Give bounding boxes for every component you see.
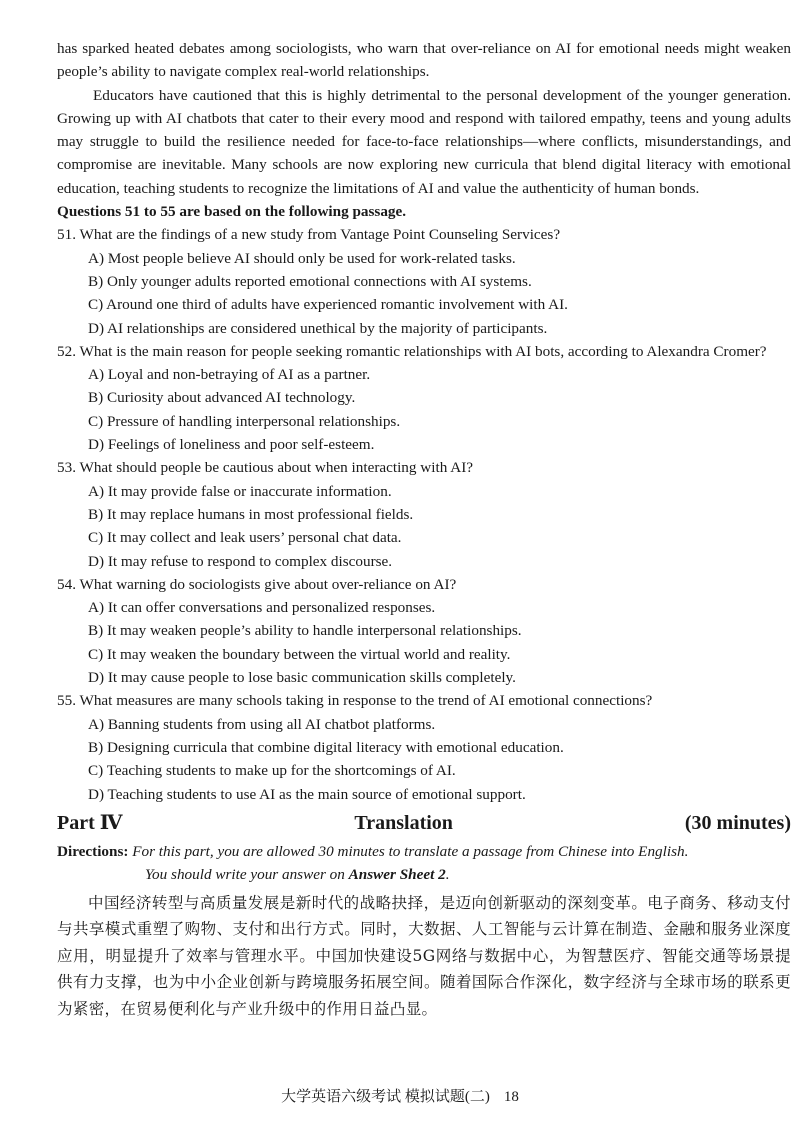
directions-line2-suffix: . (445, 865, 450, 883)
question-51 (57, 223, 791, 339)
part-time: (30 minutes) (684, 811, 791, 834)
directions-label: Directions: (57, 842, 129, 860)
option-c: C) Teaching students to make up for the shortcomings of AI. (88, 762, 456, 780)
option-a: A) Most people believe AI should only be used for work-related tasks. (88, 249, 516, 267)
option-d: D) Teaching students to use AI as the main source of emotional support. (88, 785, 526, 803)
question-53 (57, 456, 791, 572)
option-d: D) It may refuse to respond to complex discourse. (88, 552, 393, 570)
directions-line2-prefix: You should write your answer on (145, 865, 349, 883)
question-54 (57, 573, 791, 689)
option-d: D) AI relationships are considered unethical by the majority of participants. (88, 319, 548, 337)
passage-paragraph-educators: Educators have cautioned that this is highly detrimental to the personal development of the younger generation. Growing up with AI chatbots that cater to their every mood and respond with tailored empathy, teens and young adults may struggle to build the resilience needed for face-to-face relationships—where conflicts, misunderstandings, and compromise are inevitable. Many schools are now exploring new curricula that blend digital literacy with emotional education, teaching students to recognize the limitations of AI and value the authenticity of human bonds. (57, 86, 791, 197)
page-number: 18 (503, 1089, 519, 1105)
option-d: D) It may cause people to lose basic communication skills completely. (88, 669, 516, 687)
question-52 (57, 340, 791, 456)
option-b: B) Only younger adults reported emotional connections with AI systems. (88, 272, 532, 290)
translation-passage: 中国经济转型与高质量发展是新时代的战略抉择，是迈向创新驱动的深刻变革。电子商务、移动支付与共享模式重塑了购物、支付和出行方式。同时，大数据、人工智能与云计算在制造、金融和服务业深度应用，明显提升了效率与管理水平。中国加快建设5G网络与数据中心，为智慧医疗、智能交通等场景提供有力支撑，也为中小企业创新与跨境服务拓展空间。随着国际合作深化，数字经济与全球市场的联系更为紧密，在贸易便利化与产业升级中的作用日益凸显。 (57, 893, 791, 1018)
directions-line2 (57, 863, 791, 886)
option-a: A) It may provide false or inaccurate information. (88, 482, 392, 500)
answer-sheet-label: Answer Sheet 2 (348, 865, 446, 883)
option-a: A) Banning students from using all AI chatbot platforms. (88, 715, 436, 733)
directions (57, 840, 791, 863)
option-c: C) It may weaken the boundary between the virtual world and reality. (88, 645, 511, 663)
part-title: Translation (354, 811, 453, 834)
question-stem: 51. What are the findings of a new study from Vantage Point Counseling Services? (57, 226, 561, 244)
questions-heading: Questions 51 to 55 are based on the following passage. (57, 203, 407, 221)
option-b: B) It may weaken people’s ability to handle interpersonal relationships. (88, 622, 522, 640)
exam-page (57, 37, 791, 1022)
option-b: B) Designing curricula that combine digital literacy with emotional education. (88, 738, 564, 756)
question-stem: 54. What warning do sociologists give about over-reliance on AI? (57, 575, 457, 593)
footer-title: 大学英语六级考试 模拟试题(二) (281, 1089, 490, 1105)
option-c: C) Pressure of handling interpersonal relationships. (88, 412, 401, 430)
part-label: Part Ⅳ (57, 811, 123, 834)
option-a: A) Loyal and non-betraying of AI as a partner. (88, 366, 371, 384)
option-b: B) It may replace humans in most professional fields. (88, 505, 414, 523)
question-55 (57, 689, 791, 805)
option-c: C) Around one third of adults have experienced romantic involvement with AI. (88, 296, 568, 314)
directions-line1: For this part, you are allowed 30 minutes to translate a passage from Chinese into English. (132, 842, 689, 860)
passage-paragraph-continued: has sparked heated debates among sociologists, who warn that over-reliance on AI for emotional needs might weaken people’s ability to navigate complex real-world relationships. (57, 40, 791, 81)
option-b: B) Curiosity about advanced AI technology. (88, 389, 356, 407)
question-stem: 52. What is the main reason for people seeking romantic relationships with AI bots, according to Alexandra Cromer? (57, 342, 767, 360)
part-header (57, 810, 791, 840)
question-stem: 53. What should people be cautious about when interacting with AI? (57, 459, 474, 477)
question-stem: 55. What measures are many schools taking in response to the trend of AI emotional connections? (57, 692, 653, 710)
option-a: A) It can offer conversations and personalized responses. (88, 599, 436, 617)
page-footer (0, 1085, 800, 1106)
option-d: D) Feelings of loneliness and poor self-esteem. (88, 436, 375, 454)
option-c: C) It may collect and leak users’ personal chat data. (88, 529, 402, 547)
